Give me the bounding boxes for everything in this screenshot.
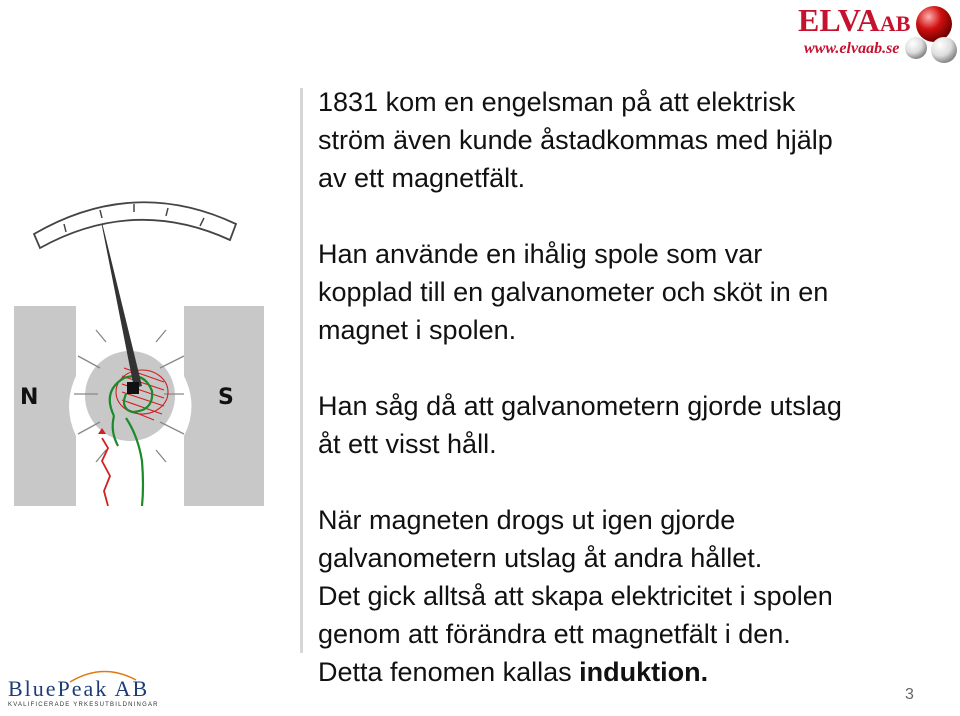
bluepeak-logo: [8, 668, 158, 714]
elva-wordmark-suffix: AB: [879, 11, 911, 36]
slide-text: [318, 83, 958, 691]
text-line: Han såg då att galvanometern gjorde utslag: [318, 391, 842, 421]
north-label: N: [20, 385, 39, 410]
text-line: åt ett visst håll.: [318, 429, 497, 459]
text-line: magnet i spolen.: [318, 315, 517, 345]
south-label: S: [218, 385, 234, 410]
final-prefix: Detta fenomen kallas: [318, 657, 580, 687]
paragraph-3: [318, 387, 958, 463]
elva-logo: [786, 2, 958, 68]
vertical-divider: [300, 88, 303, 653]
paragraph-4: [318, 501, 958, 691]
paragraph-1: [318, 83, 958, 197]
lead-wire: [102, 438, 110, 506]
text-line: galvanometern utslag åt andra hållet.: [318, 543, 763, 573]
bluepeak-tagline: KVALIFICERADE YRKESUTBILDNINGAR: [8, 702, 159, 708]
text-line: av ett magnetfält.: [318, 163, 526, 193]
elva-wordmark-main: ELVA: [798, 2, 880, 38]
keyword-induktion: induktion.: [579, 657, 709, 687]
text-line: Det gick alltså att skapa elektricitet i spolen: [318, 581, 833, 611]
text-line: ström även kunde åstadkommas med hjälp: [318, 125, 833, 155]
bluepeak-wordmark: BluePeak AB: [8, 676, 150, 701]
paragraph-2: [318, 235, 958, 349]
text-line: genom att förändra ett magnetfält i den.: [318, 619, 791, 649]
text-line: kopplad till en galvanometer och sköt in en: [318, 277, 829, 307]
elva-wordmark: [798, 2, 910, 39]
galvanometer-illustration: [14, 186, 264, 506]
text-line: 1831 kom en engelsman på att elektrisk: [318, 87, 796, 117]
page-number: 3: [905, 686, 914, 703]
elva-url: www.elvaab.se: [804, 40, 900, 57]
text-line: När magneten drogs ut igen gjorde: [318, 505, 736, 535]
text-line: Han använde en ihålig spole som var: [318, 239, 763, 269]
molecule-icon: [904, 2, 958, 68]
text-line-final: [318, 653, 958, 691]
